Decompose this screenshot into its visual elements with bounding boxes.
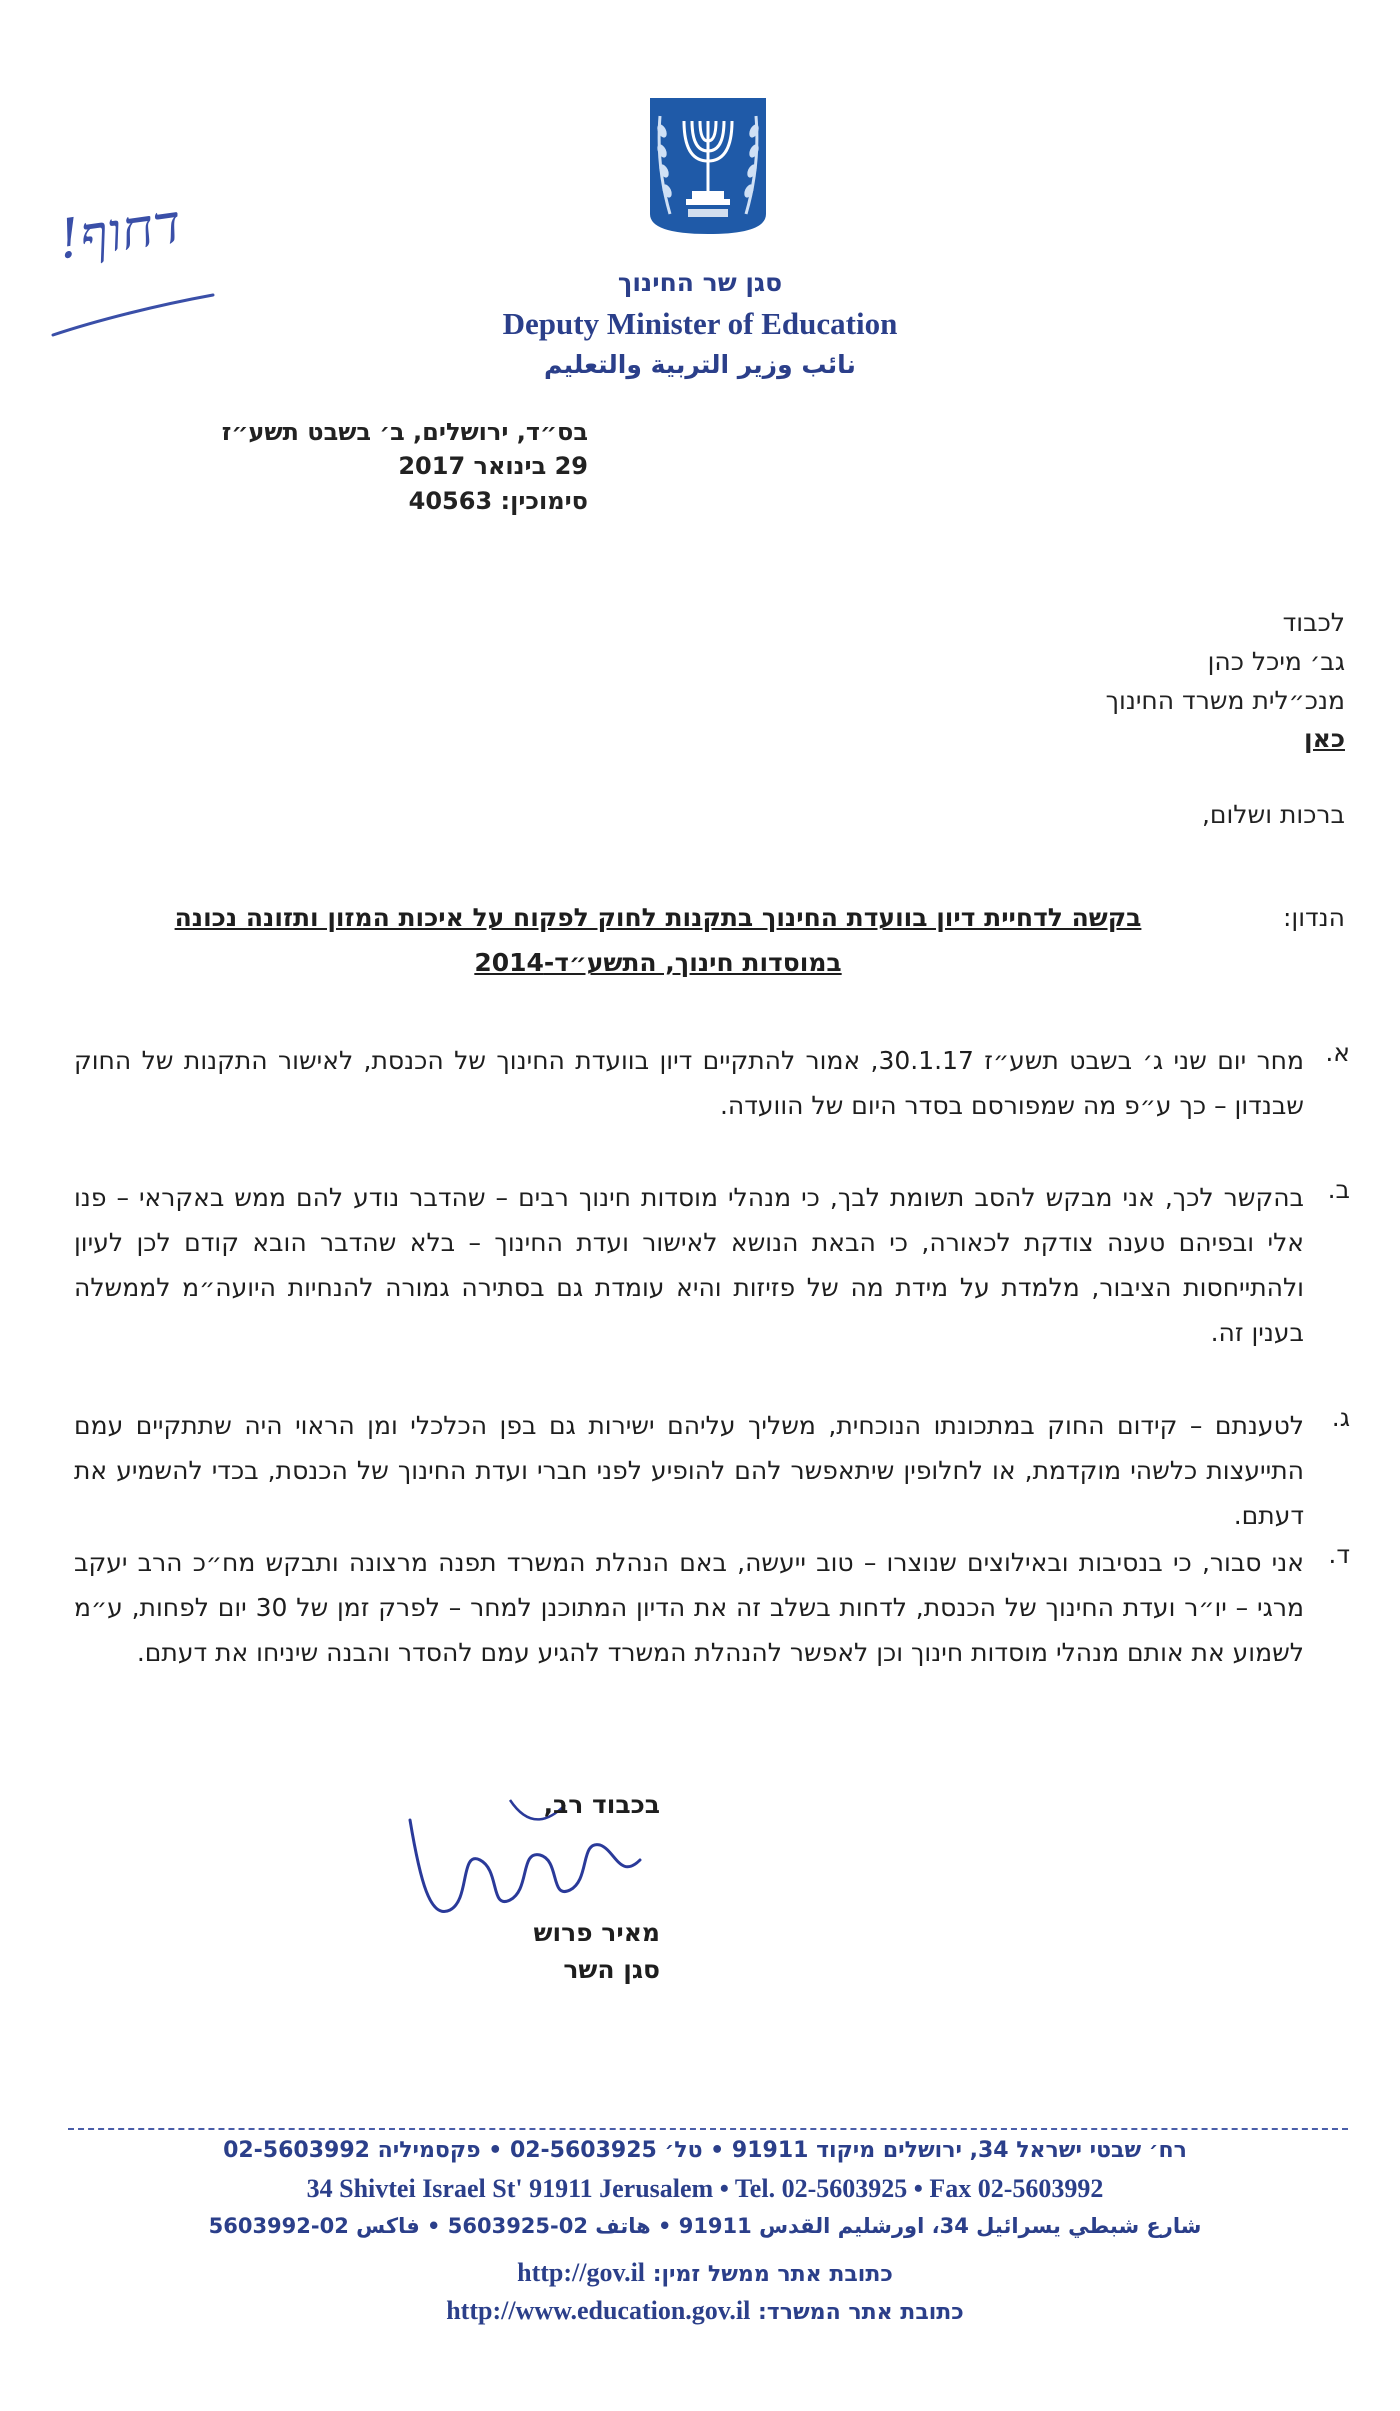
reference-number: סימוכין: 40563 xyxy=(408,487,588,515)
date-gregorian: 29 בינואר 2017 xyxy=(398,452,588,480)
greeting: ברכות ושלום, xyxy=(1201,800,1345,829)
recipient-name: גב׳ מיכל כהן xyxy=(1207,647,1345,676)
handwritten-underline xyxy=(48,195,218,345)
footer-address-arabic: شارع شبطي يسرائيل 34، اورشليم القدس 91911 • هاتف 02-5603925 • فاكس 02-5603992 xyxy=(208,2214,1202,2238)
paragraph-text: לטענתם – קידום החוק במתכונתו הנוכחית, משליך עליהם ישירות גם בפן הכלכלי ומן הראוי היה שתתקיים עמם התייעצות כלשהי מוקדמת, או לחלופין שיתאפשר להם להופיע לפני חברי ועדת החינוך של הכנסת, בכדי להשמיע את דעתם. xyxy=(74,1411,1304,1530)
paragraph-letter: ד. xyxy=(1328,1540,1350,1569)
paragraph-text: אני סבור, כי בנסיבות ובאילוצים שנוצרו – טוב ייעשה, באם הנהלת המשרד תפנה מרצונה ותבקש מח״כ הרב יעקב מרגי – יו״ר ועדת החינוך של הכנסת, לדחות בשלב זה את הדיון המתוכנן למחר – לפרק זמן של 30 יום לפחות, ע״מ לשמוע את אותם מנהלי מוסדות חינוך וכן לאפשר להנהלת המשרד להגיע עמם להסדר והבנה שיניחו את דעתם. xyxy=(74,1548,1305,1667)
footer-divider xyxy=(68,2128,1348,2130)
signature-closing: בכבוד רב, xyxy=(543,1790,660,1819)
handwritten-note xyxy=(48,191,218,345)
footer-address-english: 34 Shivtei Israel St' 91911 Jerusalem • Tel. 02-5603925 • Fax 02-5603992 xyxy=(306,2174,1104,2203)
recipient-salutation: לכבוד xyxy=(1282,608,1345,637)
handwritten-note-text: דחוף! xyxy=(54,191,186,272)
paragraph-letter: א. xyxy=(1325,1038,1350,1067)
paragraph-a xyxy=(60,1038,1350,1173)
paragraph-letter: ג. xyxy=(1331,1403,1350,1432)
office-title-hebrew: סגן שר החינוך xyxy=(617,268,783,297)
paragraph-letter: ב. xyxy=(1327,1175,1350,1204)
subject-line-1: בקשה לדחיית דיון בוועדת החינוך בתקנות לחוק לפקוח על איכות המזון ותזונה נכונה xyxy=(174,903,1142,932)
recipient-title: מנכ״לית משרד החינוך xyxy=(1105,686,1345,715)
edu-site-link[interactable]: http://www.education.gov.il xyxy=(446,2296,751,2325)
paragraph-c xyxy=(60,1403,1350,1538)
footer-edu-site xyxy=(60,2296,1350,2326)
subject-line-2: במוסדות חינוך, התשע״ד-2014 xyxy=(474,948,842,977)
office-title-arabic: نائب وزير التربية والتعليم xyxy=(544,350,856,379)
signer-role: סגן השר xyxy=(563,1955,660,1984)
subject-label: הנדון: xyxy=(1282,903,1345,932)
state-emblem xyxy=(648,96,768,236)
recipient-location: כאן xyxy=(1304,724,1345,753)
paragraph-text: מחר יום שני ג׳ בשבט תשע״ז 30.1.17, אמור להתקיים דיון בוועדת החינוך של הכנסת, לאישור התקנות של החוק שבנדון – כך ע״פ מה שמפורסם בסדר היום של הוועדה. xyxy=(74,1046,1304,1120)
gov-site-label: כתובת אתר ממשל זמין: xyxy=(652,2262,893,2287)
paragraph-b xyxy=(60,1175,1350,1400)
gov-site-link[interactable]: http://gov.il xyxy=(517,2258,646,2287)
office-title-english: Deputy Minister of Education xyxy=(502,306,898,341)
date-hebrew: בס״ד, ירושלים, ב׳ בשבט תשע״ז xyxy=(221,418,588,446)
signer-name: מאיר פרוש xyxy=(533,1918,660,1947)
menorah-emblem-icon xyxy=(648,96,768,236)
paragraph-d xyxy=(60,1540,1350,1765)
footer-gov-site xyxy=(60,2258,1350,2288)
signature-block xyxy=(400,1790,660,2020)
footer-address-hebrew: רח׳ שבטי ישראל 34, ירושלים מיקוד 91911 • טל׳ 02-5603925 • פקסמיליה 02-5603992 xyxy=(223,2138,1187,2163)
edu-site-label: כתובת אתר המשרד: xyxy=(757,2300,964,2325)
paragraph-text: בהקשר לכך, אני מבקש להסב תשומת לבך, כי מנהלי מוסדות חינוך רבים – שהדבר נודע להם ממש באקראי – פנו אלי ובפיהם טענה צודקת לכאורה, כי הבאת הנושא לאישור ועדת החינוך – בלא שהדבר הובא קודם לכן לעיון ולהתייחסות הציבור, מלמדת על מידת מה של פזיזות והיא עומדת גם בסתירה גמורה להנחיות היועה״מ לממשלה בענין זה. xyxy=(74,1183,1304,1347)
